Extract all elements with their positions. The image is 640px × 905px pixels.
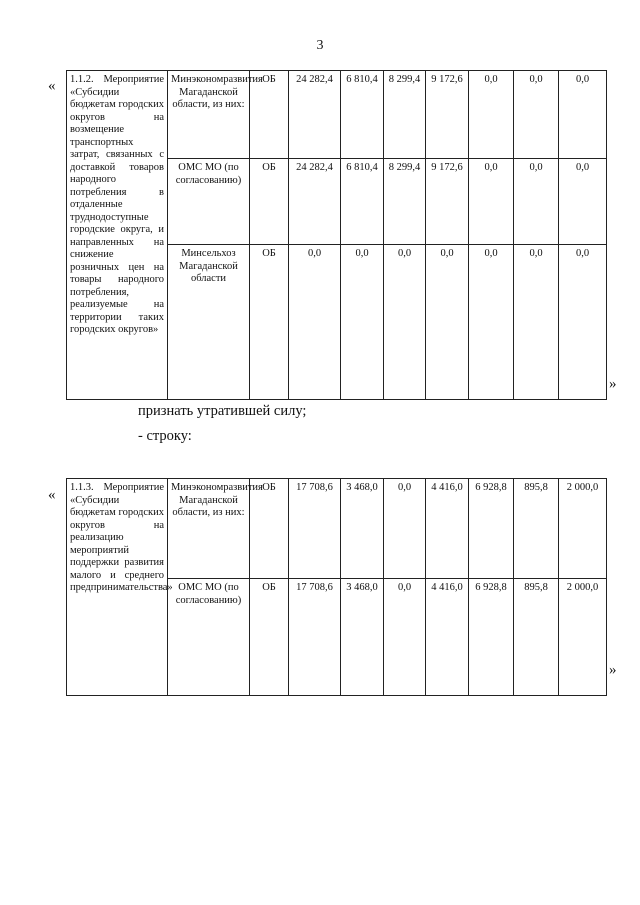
value-cell: 0,0 <box>341 245 384 400</box>
value-cell: 8 299,4 <box>384 71 426 159</box>
table-row <box>67 71 607 159</box>
value-cell: 0,0 <box>384 479 426 579</box>
value-cell: 4 416,0 <box>426 479 469 579</box>
value-cell: 2 000,0 <box>559 479 607 579</box>
value-cell: 0,0 <box>514 159 559 245</box>
value-cell: 895,8 <box>514 579 559 696</box>
executor-cell: Минэкономразвития Магаданской области, из них: <box>168 479 250 579</box>
value-cell: 0,0 <box>384 579 426 696</box>
fund-cell: ОБ <box>250 479 289 579</box>
executor-cell: ОМС МО (по согласованию) <box>168 579 250 696</box>
value-cell: 4 416,0 <box>426 579 469 696</box>
value-cell: 2 000,0 <box>559 579 607 696</box>
value-cell: 0,0 <box>384 245 426 400</box>
value-cell: 6 810,4 <box>341 71 384 159</box>
value-cell: 24 282,4 <box>289 159 341 245</box>
value-cell: 6 928,8 <box>469 579 514 696</box>
value-cell: 0,0 <box>469 245 514 400</box>
value-cell: 0,0 <box>289 245 341 400</box>
value-cell: 0,0 <box>559 71 607 159</box>
value-cell: 3 468,0 <box>341 579 384 696</box>
closing-quote: » <box>609 662 617 678</box>
fund-cell: ОБ <box>250 159 289 245</box>
value-cell: 8 299,4 <box>384 159 426 245</box>
value-cell: 0,0 <box>426 245 469 400</box>
text-line-repeal: признать утратившей силу; <box>138 403 307 419</box>
value-cell: 3 468,0 <box>341 479 384 579</box>
table-measure-1-1-2 <box>66 70 607 400</box>
value-cell: 6 810,4 <box>341 159 384 245</box>
value-cell: 895,8 <box>514 479 559 579</box>
closing-quote: » <box>609 376 617 392</box>
value-cell: 0,0 <box>514 245 559 400</box>
executor-cell: ОМС МО (по согласованию) <box>168 159 250 245</box>
value-cell: 9 172,6 <box>426 159 469 245</box>
value-cell: 6 928,8 <box>469 479 514 579</box>
value-cell: 0,0 <box>469 71 514 159</box>
fund-cell: ОБ <box>250 579 289 696</box>
value-cell: 24 282,4 <box>289 71 341 159</box>
executor-cell: Минэкономразвития Магаданской области, из них: <box>168 71 250 159</box>
value-cell: 0,0 <box>514 71 559 159</box>
opening-quote: « <box>48 78 56 94</box>
value-cell: 17 708,6 <box>289 579 341 696</box>
executor-cell: Минсельхоз Магаданской области <box>168 245 250 400</box>
table-row <box>67 479 607 579</box>
value-cell: 0,0 <box>559 159 607 245</box>
value-cell: 9 172,6 <box>426 71 469 159</box>
measure-description: 1.1.2. Мероприятие «Субсидии бюджетам городских округов на возмещение транспортных затрат, связанных с доставкой товаров народного потребления в отдаленные труднодоступные городские округа, и направленных на снижение розничных цен на товары народного потребления, реализуемые на территории таких городских округов» <box>67 71 168 400</box>
opening-quote: « <box>48 487 56 503</box>
measure-description: 1.1.3. Мероприятие «Субсидии бюджетам городских округов на реализацию мероприятий поддержки развития малого и среднего предпринимательства» <box>67 479 168 696</box>
text-line-row: - строку: <box>138 428 192 444</box>
value-cell: 0,0 <box>559 245 607 400</box>
fund-cell: ОБ <box>250 245 289 400</box>
page-number: 3 <box>316 38 324 53</box>
table-measure-1-1-3 <box>66 478 607 696</box>
value-cell: 0,0 <box>469 159 514 245</box>
value-cell: 17 708,6 <box>289 479 341 579</box>
fund-cell: ОБ <box>250 71 289 159</box>
